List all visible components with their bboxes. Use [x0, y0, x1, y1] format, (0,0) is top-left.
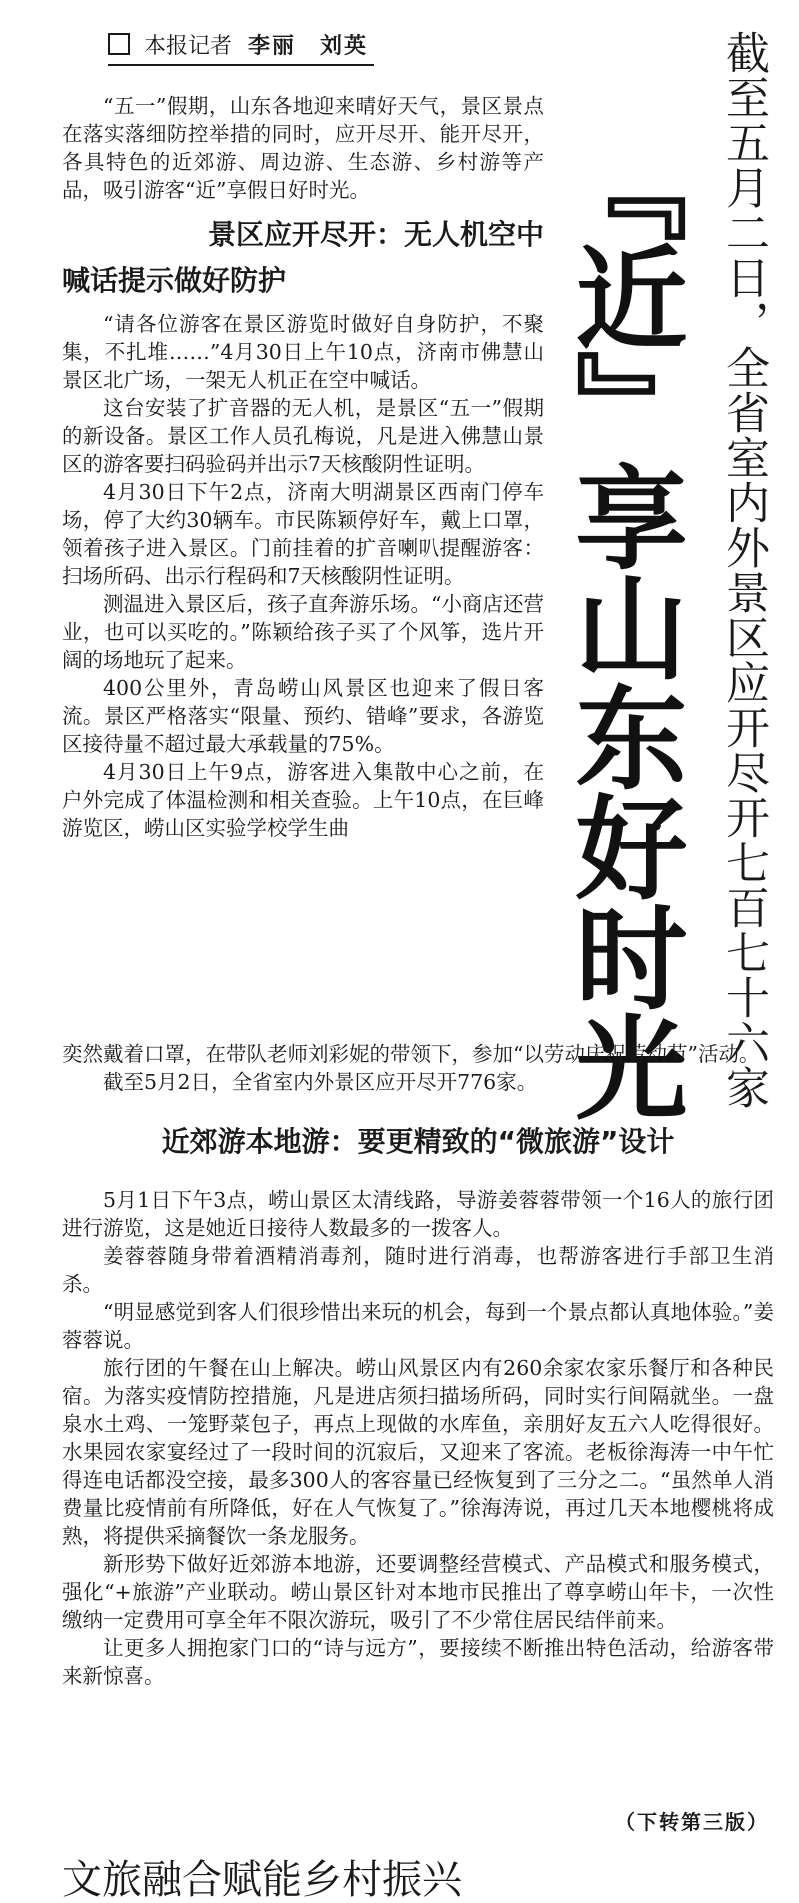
- byline: [108, 28, 374, 66]
- section1-paragraph-split-continued: 奕然戴着口罩，在带队老师刘彩妮的带领下，参加“以劳动庆祝劳动节”活动。: [62, 1042, 760, 1066]
- continued-note: （下转第三版）: [615, 1810, 769, 1834]
- section2-heading: 近郊游本地游：要更精致的“微旅游”设计: [161, 1125, 675, 1158]
- section1-closing: 截至5月2日，全省室内外景区应开尽开776家。: [103, 1070, 538, 1094]
- section2-paragraph: 新形势下做好近郊游本地游，还要调整经营模式、产品模式和服务模式，强化“+旅游”产业联动。崂山景区针对本地市民推出了尊享崂山年卡，一次性缴纳一定费用可享全年不限次游玩，吸引了不少常住居民结伴前来。: [62, 1552, 774, 1632]
- article-column-wide: [62, 1040, 774, 1690]
- byline-label: 本报记者: [144, 34, 233, 59]
- next-article-title-fragment: 文旅融合赋能乡村振兴: [62, 1857, 462, 1903]
- section2-paragraph: 5月1日下午3点，崂山景区太清线路，导游姜蓉蓉带领一个16人的旅行团进行游览，这是她近日接待人数最多的一拨客人。: [62, 1188, 774, 1240]
- section1-paragraph: 测温进入景区后，孩子直奔游乐场。“小商店还营业，也可以买吃的。”陈颖给孩子买了个风筝，选片开阔的场地玩了起来。: [62, 592, 544, 672]
- article-column-top: [62, 92, 544, 842]
- intro-paragraph: “五一”假期，山东各地迎来晴好天气，景区景点在落实落细防控举措的同时，应开尽开、能开尽开，各具特色的近郊游、周边游、生态游、乡村游等产品，吸引游客“近”享假日好时光。: [62, 94, 544, 202]
- section2-paragraph: 让更多人拥抱家门口的“诗与远方”，要接续不断推出特色活动，给游客带来新惊喜。: [62, 1636, 774, 1688]
- section2-paragraph: “明显感觉到客人们很珍惜出来玩的机会，每到一个景点都认真地体验。”姜蓉蓉说。: [62, 1300, 774, 1352]
- section1-paragraph: 400公里外，青岛崂山风景区也迎来了假日客流。景区严格落实“限量、预约、错峰”要求，各游览区接待量不超过最大承载量的75%。: [62, 676, 544, 756]
- section1-paragraph: 这台安装了扩音器的无人机，是景区“五一”假期的新设备。景区工作人员孔梅说，凡是进入佛慧山景区的游客要扫码验码并出示7天核酸阴性证明。: [62, 396, 544, 476]
- byline-names: 李丽 刘英: [248, 33, 369, 59]
- section1-heading: [62, 212, 544, 304]
- section1-paragraph: “请各位游客在景区游览时做好自身防护，不聚集，不扎堆……”4月30日上午10点，济南市佛慧山景区北广场，一架无人机正在空中喊话。: [62, 312, 544, 392]
- square-icon: [108, 33, 130, 55]
- vertical-subtitle: 截至五月二日，全省室内外景区应开尽开七百七十六家: [718, 30, 769, 1110]
- section1-paragraph-split: 4月30日上午9点，游客进入集散中心之前，在户外完成了体温检测和相关查验。上午10点，在巨峰游览区，崂山区实验学校学生曲: [62, 760, 544, 840]
- section1-heading-line1: 景区应开尽开：无人机空中: [207, 218, 544, 251]
- section2-paragraph: 旅行团的午餐在山上解决。崂山风景区内有260余家农家乐餐厅和各种民宿。为落实疫情防控措施，凡是进店须扫描场所码，同时实行间隔就坐。一盘泉水土鸡、一笼野菜包子，再点上现做的水库鱼，亲朋好友五六人吃得很好。水果园农家宴经过了一段时间的沉寂后，又迎来了客流。老板徐海涛一中午忙得连电话都没空接，最多300人的客容量已经恢复到了三分之二。“虽然单人消费量比疫情前有所降低，好在人气恢复了。”徐海涛说，再过几天本地樱桃将成熟，将提供采摘餐饮一条龙服务。: [62, 1356, 774, 1548]
- section1-paragraph: 4月30日下午2点，济南大明湖景区西南门停车场，停了大约30辆车。市民陈颖停好车，戴上口罩，领着孩子进入景区。门前挂着的扩音喇叭提醒游客：扫场所码、出示行程码和7天核酸阴性证明。: [62, 480, 544, 588]
- next-article-cutoff: [62, 1852, 782, 1903]
- section1-heading-line2: 喊话提示做好防护: [62, 264, 287, 297]
- section2-paragraph: 姜蓉蓉随身带着酒精消毒剂，随时进行消毒，也帮游客进行手部卫生消杀。: [62, 1244, 774, 1296]
- vertical-title: 『近』享山东好时光: [557, 130, 687, 1120]
